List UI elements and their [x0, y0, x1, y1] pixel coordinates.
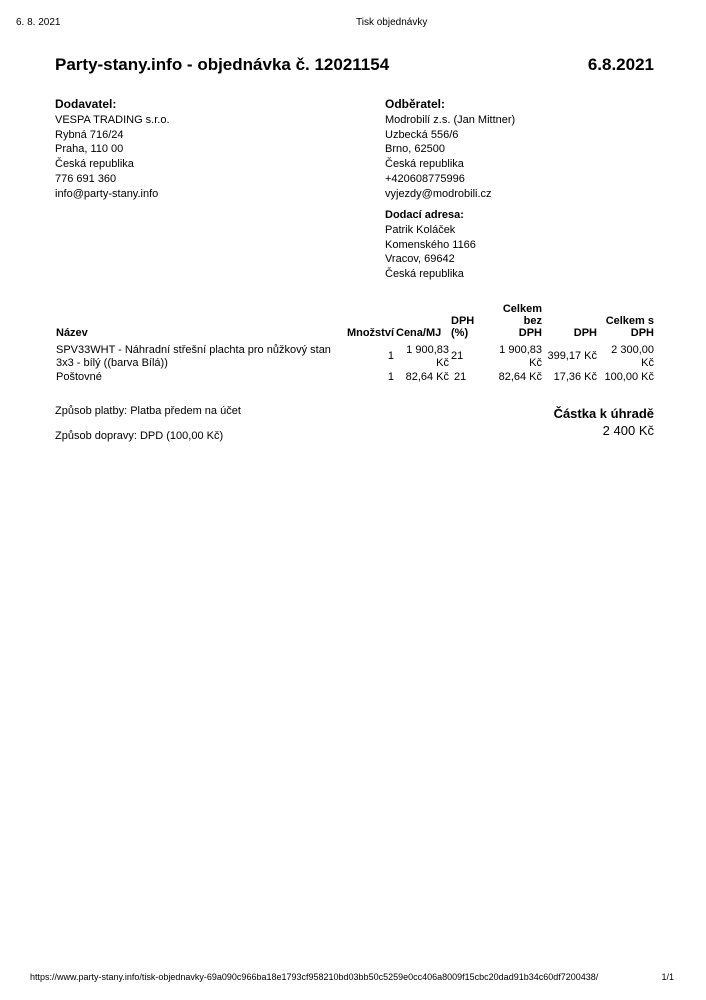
cell-total-excl: 1 900,83 Kč — [499, 344, 542, 369]
order-date: 6.8.2021 — [587, 55, 654, 74]
supplier-phone: 776 691 360 — [55, 172, 117, 185]
order-title: Party-stany.info - objednávka č. 12021154 — [55, 55, 390, 74]
col-header-unit-price: Cena/MJ — [396, 327, 442, 339]
cell-total-incl: 100,00 Kč — [604, 371, 654, 383]
supplier-city: Praha, 110 00 — [55, 143, 124, 156]
cell-unit-price: 82,64 Kč — [405, 371, 449, 383]
cell-qty: 1 — [387, 371, 394, 383]
cell-name: Poštovné — [56, 371, 102, 383]
customer-name: Modrobilí z.s. (Jan Mittner) — [385, 114, 516, 126]
total-value: 2 400 Kč — [602, 423, 654, 438]
cell-total-incl: 2 300,00 Kč — [611, 344, 654, 369]
cell-vat-rate: 21 — [451, 350, 464, 363]
col-header-qty: Množství — [346, 327, 394, 339]
supplier-street: Rybná 716/24 — [55, 128, 124, 141]
cell-vat: 399,17 Kč — [547, 350, 597, 363]
delivery-street: Komenského 1166 — [385, 238, 476, 251]
col-header-total-incl: Celkem s DPH — [605, 315, 654, 339]
cell-qty: 1 — [387, 350, 394, 363]
cell-unit-price: 1 900,83 Kč — [406, 344, 449, 369]
cell-vat-rate: 21 — [454, 371, 467, 383]
col-header-vat: DPH — [573, 327, 597, 339]
table-row — [55, 343, 655, 370]
customer-city: Brno, 62500 — [385, 143, 445, 156]
shipping-method: Způsob dopravy: DPD (100,00 Kč) — [55, 430, 224, 442]
customer-country: Česká republika — [385, 158, 464, 171]
footer-url[interactable]: https://www.party-stany.info/tisk-objednavky-69a090c966ba18e1793cf958210bd03bb50c5259e0cc406a8009f15cbc20dad91b34c60df7200438/ — [30, 972, 599, 982]
supplier-country: Česká republika — [55, 158, 134, 171]
customer-label: Odběratel: — [385, 97, 446, 111]
col-header-vat-rate: DPH (%) — [451, 315, 475, 339]
table-header-row — [55, 303, 655, 343]
cell-vat: 17,36 Kč — [553, 371, 597, 383]
delivery-name: Patrik Koláček — [385, 224, 456, 236]
delivery-label: Dodací adresa: — [385, 209, 464, 221]
print-title: Tisk objednávky — [356, 17, 428, 28]
footer-page: 1/1 — [661, 972, 674, 982]
print-date: 6. 8. 2021 — [16, 17, 61, 28]
col-header-name: Název — [56, 327, 88, 339]
cell-name: SPV33WHT - Náhradní střešní plachta pro nůžkový stan 3x3 - bílý ((barva Bílá)) — [56, 344, 331, 369]
table-row — [55, 370, 655, 385]
payment-method: Způsob platby: Platba předem na účet — [55, 405, 241, 417]
delivery-block — [385, 209, 476, 282]
customer-phone: +420608775996 — [385, 172, 465, 185]
items-table — [55, 303, 655, 385]
supplier-email: info@party-stany.info — [55, 187, 159, 200]
supplier-block — [55, 97, 170, 201]
cell-total-excl: 82,64 Kč — [498, 371, 542, 383]
col-header-total-excl: Celkem bez DPH — [502, 303, 542, 339]
delivery-country: Česká republika — [385, 268, 464, 281]
customer-email: vyjezdy@modrobili.cz — [385, 187, 492, 200]
supplier-label: Dodavatel: — [55, 97, 117, 111]
customer-street: Uzbecká 556/6 — [385, 128, 459, 141]
customer-block — [385, 97, 515, 201]
total-label: Částka k úhradě — [553, 406, 654, 421]
delivery-city: Vracov, 69642 — [385, 253, 455, 266]
supplier-name: VESPA TRADING s.r.o. — [55, 114, 170, 126]
